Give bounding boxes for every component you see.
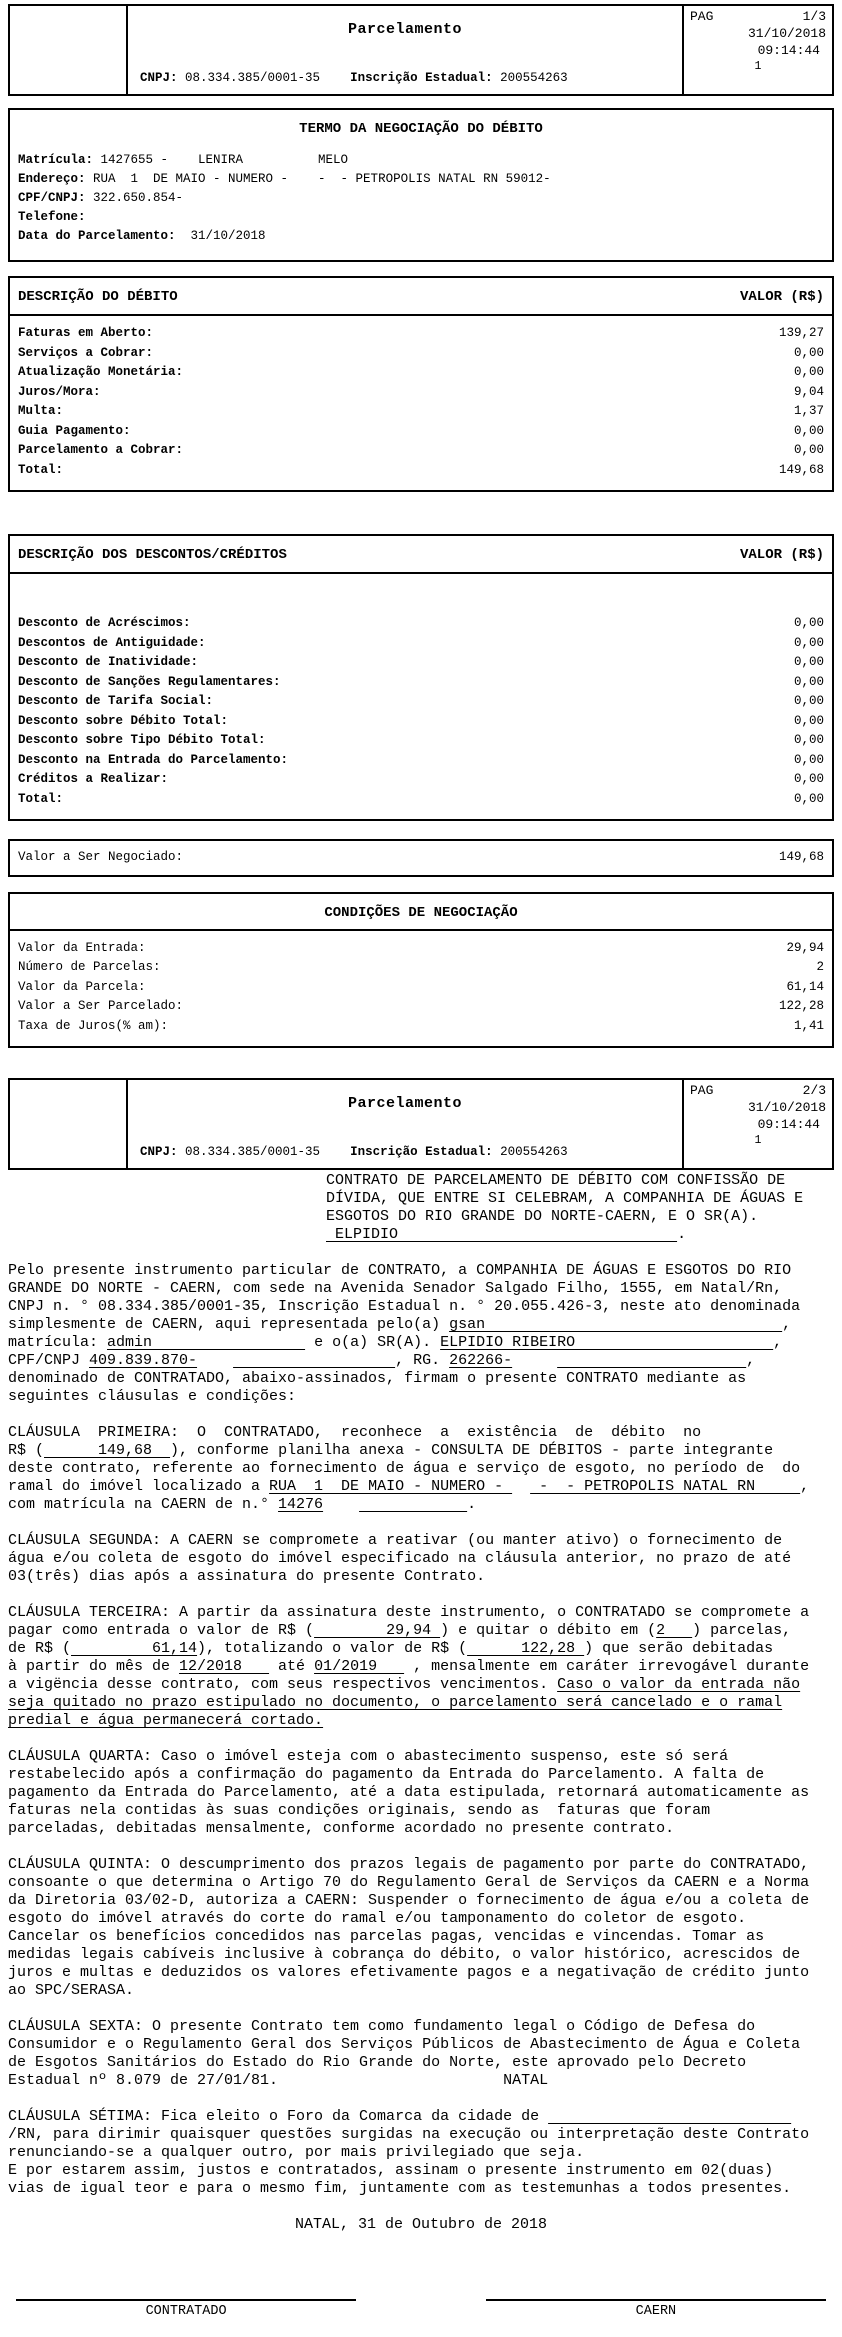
termo-title: TERMO DA NEGOCIAÇÃO DO DÉBITO — [299, 121, 543, 137]
signature-block — [16, 2299, 826, 2337]
document-title: Parcelamento — [347, 1095, 463, 1112]
table-row: Desconto sobre Tipo Débito Total: 0,00 — [18, 733, 824, 747]
contract-line: vias de igual teor e para o mesmo fim, juntamente com as testemunhas a todos presentes. — [8, 2180, 792, 2197]
table-row: Valor da Parcela: 61,14 — [18, 979, 824, 994]
contract-paragraph-3 — [8, 1532, 834, 1586]
section-termo — [8, 108, 834, 262]
page-number: 1 — [754, 60, 762, 73]
debito-header — [10, 278, 832, 316]
contract-line: seja quitado no prazo estipulado no documento, o parcelamento será cancelado e o ramal — [8, 1694, 783, 1711]
print-date: 31/10/2018 — [747, 26, 826, 41]
contract-line: a vigëncia desse contrato, com seus respectivos vencimentos. Caso o valor da entrada não — [8, 1676, 801, 1693]
contract-line: DÍVIDA, QUE ENTRE SI CELEBRAM, A COMPANHIA DE ÁGUAS E — [326, 1190, 804, 1207]
condicoes-rows — [10, 931, 832, 1047]
table-row: Faturas em Aberto: 139,27 — [18, 326, 824, 340]
contract-line: E por estarem assim, justos e contratados, assinam o presente instrumento em 02(duas) — [8, 2162, 774, 2179]
table-row: Atualização Monetária: 0,00 — [18, 365, 824, 379]
ie-field — [350, 1145, 568, 1159]
descontos-value-header: VALOR (R$) — [739, 547, 824, 563]
table-row: Desconto de Inatividade: 0,00 — [18, 655, 824, 669]
table-row: Desconto de Acréscimos: 0,00 — [18, 616, 824, 630]
contract-line: CPF/CNPJ 409.839.870- , RG. 262266- , — [8, 1352, 756, 1369]
contract-line: seguintes cláusulas e condições: — [8, 1388, 297, 1405]
contract-line: de Esgotos Sanitários do Estado do Rio Grande do Norte, este aprovado pelo Decreto — [8, 2054, 747, 2071]
contract-line: predial e água permanecerá cortado. — [8, 1712, 324, 1729]
table-row: Multa: 1,37 — [18, 404, 824, 418]
pag-value: 1/3 — [802, 9, 826, 24]
field-telefone: Telefone: — [18, 210, 86, 224]
contract-line: CNPJ n. ° 08.334.385/0001-35, Inscrição Estadual n. ° 20.055.426-3, neste ato denominada — [8, 1298, 801, 1315]
cnpj-value: 08.334.385/0001-35 — [185, 71, 321, 85]
contract-line: matrícula: admin e o(a) SR(A). ELPIDIO RIBEIRO , — [8, 1334, 783, 1351]
contract-line: à partir do mês de 12/2018 até 01/2019 , mensalmente em caráter irrevogável durante — [8, 1658, 810, 1675]
contract-paragraph-4 — [8, 1604, 834, 1730]
ie-label: Inscrição Estadual: — [350, 1145, 493, 1159]
cnpj-field — [140, 71, 320, 85]
contract-line: Estadual nº 8.079 de 27/01/81. NATAL — [8, 2072, 549, 2089]
cnpj-label: CNPJ: — [140, 1145, 178, 1159]
ie-label: Inscrição Estadual: — [350, 71, 493, 85]
contract-paragraph-1 — [8, 1262, 834, 1406]
table-row: Serviços a Cobrar: 0,00 — [18, 345, 824, 360]
contract-line: deste contrato, referente ao fornecimento de água e serviço de esgoto, no período de do — [8, 1460, 801, 1477]
signature-caern: CAERN — [486, 2299, 826, 2319]
header-cnpj-row — [140, 71, 674, 85]
contract-line: renunciando-se a qualquer outro, por mais privilegiado que seja. — [8, 2144, 585, 2161]
table-row: Desconto na Entrada do Parcelamento: 0,00 — [18, 752, 824, 767]
print-date: 31/10/2018 — [747, 1100, 826, 1115]
contract-line: pagamento da Entrada do Parcelamento, até a data estipulada, retornará automaticamente as — [8, 1784, 810, 1801]
document-title: Parcelamento — [347, 21, 463, 38]
table-row: Desconto de Sanções Regulamentares: 0,00 — [18, 674, 824, 689]
table-row: Valor da Entrada: 29,94 — [18, 940, 824, 955]
pag-label: PAG — [690, 9, 714, 24]
contract-line: Cancelar os benefícios concedidos nas parcelas pagas, vencidas e vincendas. Tomar as — [8, 1928, 765, 1945]
descontos-title: DESCRIÇÃO DOS DESCONTOS/CRÉDITOS — [18, 547, 287, 563]
contract-line: parceladas, debitadas mensalmente, conforme acordado no presente contrato. — [8, 1820, 675, 1837]
logo-area — [10, 6, 128, 94]
section-debito — [8, 276, 834, 492]
contract-line: água e/ou coleta de esgoto do imóvel especificado na cláusula anterior, no prazo de até — [8, 1550, 792, 1567]
contract-line: de R$ ( 61,14), totalizando o valor de R$ ( 122,28 ) que serão debitadas — [8, 1640, 774, 1657]
descontos-rows — [10, 574, 832, 819]
descontos-header — [10, 536, 832, 574]
table-row: Total: 149,68 — [18, 462, 824, 477]
contract-paragraph-5 — [8, 1748, 834, 1838]
closing-city-date: NATAL, 31 de Outubro de 2018 — [294, 2216, 548, 2233]
print-time: 09:14:44 — [757, 43, 820, 58]
field-matricula: Matrícula: 1427655 - LENIRA MELO — [18, 153, 349, 167]
page-header-1 — [8, 4, 834, 96]
negociado-value: 149,68 — [778, 850, 824, 864]
contract-line: CLÁUSULA PRIMEIRA: O CONTRATADO, reconhece a existência de débito no — [8, 1424, 702, 1441]
table-row: Créditos a Realizar: 0,00 — [18, 772, 824, 786]
table-row: Juros/Mora: 9,04 — [18, 384, 824, 399]
header-pagination — [684, 1080, 832, 1168]
contract-line: CLÁUSULA QUARTA: Caso o imóvel esteja com o abastecimento suspenso, este só será — [8, 1748, 729, 1765]
table-row: Desconto sobre Débito Total: 0,00 — [18, 713, 824, 728]
logo-area — [10, 1080, 128, 1168]
table-row: Descontos de Antiguidade: 0,00 — [18, 635, 824, 650]
page-header-2 — [8, 1078, 834, 1170]
table-row: Número de Parcelas: 2 — [18, 960, 824, 974]
contract-line: Consumidor e o Regulamento Geral dos Serviços Públicos de Abastecimento de Água e Coleta — [8, 2036, 801, 2053]
table-row: Total: 0,00 — [18, 791, 824, 806]
field-data-parcelamento: Data do Parcelamento: 31/10/2018 — [18, 229, 266, 243]
contract-line: CLÁUSULA SÉTIMA: Fica eleito o Foro da Comarca da cidade de — [8, 2108, 549, 2125]
contract-line: simplesmente de CAERN, aqui representada pelo(a) gsan , — [8, 1316, 792, 1333]
contract-line: CLÁUSULA QUINTA: O descumprimento dos prazos legais de pagamento por parte do CONTRATADO, — [8, 1856, 810, 1873]
contract-line: ao SPC/SERASA. — [8, 1982, 135, 1999]
table-row: Guia Pagamento: 0,00 — [18, 423, 824, 438]
negociado-label: Valor a Ser Negociado: — [18, 850, 184, 864]
page-indicator — [690, 1083, 826, 1098]
debito-rows — [10, 316, 832, 490]
header-center — [128, 6, 684, 94]
table-row: Taxa de Juros(% am): 1,41 — [18, 1018, 824, 1033]
contract-line: /RN, para dirimir quaisquer questões surgidas na execução ou interpretação deste Contrato — [8, 2126, 810, 2143]
contract-heading — [326, 1172, 834, 1244]
ie-value: 200554263 — [500, 1145, 568, 1159]
condicoes-title: CONDIÇÕES DE NEGOCIAÇÃO — [10, 894, 832, 931]
contract-line: ramal do imóvel localizado a RUA 1 DE MAIO - NUMERO - - - PETROPOLIS NATAL RN , — [8, 1478, 810, 1495]
contract-paragraph-8 — [8, 2108, 834, 2198]
table-row: Valor a Ser Parcelado: 122,28 — [18, 999, 824, 1013]
termo-fields — [10, 145, 832, 260]
contract-body — [8, 1172, 834, 2198]
contract-paragraph-7 — [8, 2018, 834, 2090]
contract-line: medidas legais cabíveis inclusive à cobrança do débito, o valor histórico, acrescidos de — [8, 1946, 801, 1963]
page-indicator — [690, 9, 826, 24]
cnpj-field — [140, 1145, 320, 1159]
contract-paragraph-2 — [8, 1424, 834, 1514]
header-center — [128, 1080, 684, 1168]
debito-title: DESCRIÇÃO DO DÉBITO — [18, 289, 178, 305]
contract-line: pagar como entrada o valor de R$ ( 29,94 ) e quitar o débito em (2 ) parcelas, — [8, 1622, 792, 1639]
print-time: 09:14:44 — [757, 1117, 820, 1132]
contract-line: juros e multas e deduzidos os valores efetivamente pagos e a negativação de crédito junto — [8, 1964, 810, 1981]
section-condicoes — [8, 892, 834, 1049]
table-row: Parcelamento a Cobrar: 0,00 — [18, 443, 824, 457]
contract-line: ESGOTOS DO RIO GRANDE DO NORTE-CAERN, E O SR(A). — [326, 1208, 759, 1225]
section-valor-negociado — [8, 839, 834, 877]
contract-paragraph-6 — [8, 1856, 834, 2000]
contract-line: faturas nela contidas às suas condições originais, sendo as faturas que foram — [8, 1802, 711, 1819]
contract-line: esgoto do imóvel através do corte do ramal e/ou tamponamento do coletor de esgoto. — [8, 1910, 747, 1927]
contract-line: restabelecido após a confirmação do pagamento da Entrada do Parcelamento. A falta de — [8, 1766, 765, 1783]
contract-line: CLÁUSULA SEGUNDA: A CAERN se compromete a reativar (ou manter ativo) o fornecimento de — [8, 1532, 783, 1549]
contract-line: ELPIDIO . — [326, 1226, 687, 1243]
contract-line: denominado de CONTRATADO, abaixo-assinados, firmam o presente CONTRATO mediante as — [8, 1370, 747, 1387]
cnpj-value: 08.334.385/0001-35 — [185, 1145, 321, 1159]
pag-label: PAG — [690, 1083, 714, 1098]
contract-line: com matrícula na CAERN de n.° 14276 . — [8, 1496, 477, 1513]
field-cpf-cnpj: CPF/CNPJ: 322.650.854- — [18, 191, 184, 205]
pag-value: 2/3 — [802, 1083, 826, 1098]
contract-line: CLÁUSULA TERCEIRA: A partir da assinatura deste instrumento, o CONTRATADO se compromete a — [8, 1604, 810, 1621]
contract-line: R$ ( 149,68 ), conforme planilha anexa - CONSULTA DE DÉBITOS - parte integrante — [8, 1442, 774, 1459]
header-pagination — [684, 6, 832, 94]
contract-line: consoante o que determina o Artigo 70 do Regulamento Geral de Serviços da CAERN e a Norma — [8, 1874, 810, 1891]
contract-line: 03(três) dias após a assinatura do presente Contrato. — [8, 1568, 486, 1585]
cnpj-label: CNPJ: — [140, 71, 178, 85]
field-endereco: Endereço: RUA 1 DE MAIO - NUMERO - - - PETROPOLIS NATAL RN 59012- — [18, 172, 551, 186]
section-descontos — [8, 534, 834, 821]
contract-line: Pelo presente instrumento particular de CONTRATO, a COMPANHIA DE ÁGUAS E ESGOTOS DO RIO — [8, 1262, 792, 1279]
contract-line: CLÁUSULA SEXTA: O presente Contrato tem como fundamento legal o Código de Defesa do — [8, 2018, 756, 2035]
ie-value: 200554263 — [500, 71, 568, 85]
negociado-row — [10, 841, 832, 875]
page-number: 1 — [754, 1134, 762, 1147]
contract-line: da Diretoria 03/02-D, autoriza a CAERN: Suspender o fornecimento de água e/ou a coleta de — [8, 1892, 810, 1909]
table-row: Desconto de Tarifa Social: 0,00 — [18, 694, 824, 708]
signature-contratado: CONTRATADO — [16, 2299, 356, 2319]
contract-line: CONTRATO DE PARCELAMENTO DE DÉBITO COM CONFISSÃO DE — [326, 1172, 786, 1189]
contract-line: GRANDE DO NORTE - CAERN, com sede na Avenida Senador Salgado Filho, 1555, em Natal/Rn, — [8, 1280, 783, 1297]
debito-value-header: VALOR (R$) — [739, 289, 824, 305]
header-cnpj-row — [140, 1145, 674, 1159]
ie-field — [350, 71, 568, 85]
